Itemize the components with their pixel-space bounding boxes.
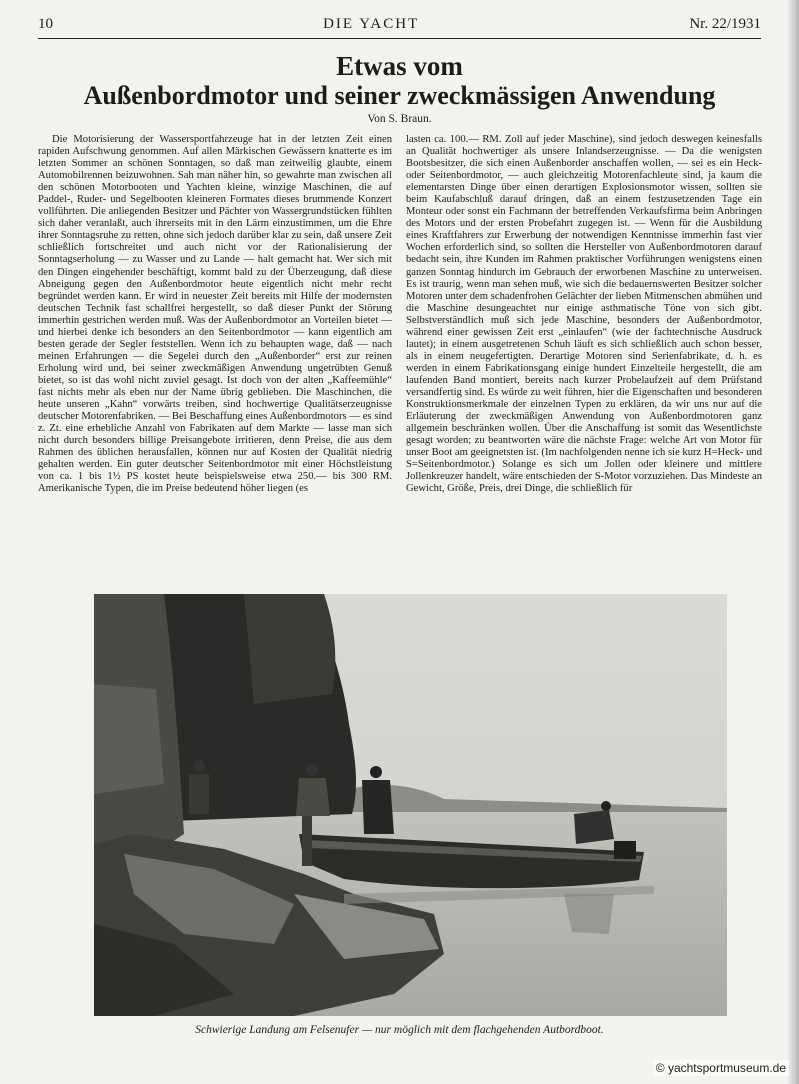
title-line-2: Außenbordmotor und seiner zweckmässigen Anwendung	[83, 81, 716, 110]
publication-name: DIE YACHT	[323, 16, 420, 32]
issue-number: Nr. 22/1931	[689, 16, 761, 32]
left-column-text: Die Motorisierung der Wassersportfahrzeuge hat in der letzten Zeit einen rapiden Aufschwung genommen. Auf allen Märkischen Gewässern knatterte es im letzten Sommer an schönen Sonntagen, so daß man zeitweilig glaubte, einem Automobilrennen beizuwohnen. Sah man näher hin, so gewahrte man zwischen all den schönen Motorbooten und Yachten kleine, winzige Maschinen, die auf Paddel-, Ruder- und Segelbooten kleineren Formates dieses brummende Konzert vollführten. Die anliegenden Besitzer und Pächter von Wassergrundstücken fühlten sich daher veranlaßt, auch ihrerseits mit in den Lärm einzustimmen, um die Ehre ihrer Sonntagsruhe zu retten, ohne sich jedoch darüber klar zu sein, daß unsere Zeit schließlich fortschreitet und auch nicht vor der Rationalisierung der Sonntagserholung — zu Wasser und zu Lande — halt gemacht hat. Wer sich mit den Dingen eingehender beschäftigt, kommt bald zu der Überzeugung, daß diese Abneigung gegen den Außenbordmotor heute eigentlich nicht mehr recht begründet werden kann. Er wird in neuester Zeit bereits mit Hilfe der modernsten deutschen Technik fast schallfrei hergestellt, so daß dieser Punkt der Störung immerhin gestrichen werden muß. Was der Außenbordmotor an Vorteilen bietet — und hierbei denke ich besonders an den Seitenbordmotor — kann eigentlich am besten gerade der Segler feststellen. Wenn ich zu behaupten wage, daß — nach meinen Erfahrungen — die Segelei durch den „Außenborder“ erst zur reinen Erholung wird und, bei seiner zweckmäßigen Anwendung ungetrübten Genuß bietet, so ist das wohl nicht zuviel gesagt. Ist doch von der alten „Kaffeemühle“ fast nichts mehr als eben nur der Name übrig geblieben. Die Maschinchen, die heute unseren „Kahn“ vorwärts treiben, sind hochwertige Qualitätserzeugnisse deutscher Motorenfabriken. — Bei Beschaffung eines Außenbordmotors — es sind z. Zt. eine erhebliche Anzahl von Fabrikaten auf dem Markte — lasse man sich nicht durch besonders billige Preisangebote irritieren, denn Preise, die aus dem Rahmen des üblichen herausfallen, können nur auf Kosten der Qualität niedrig gehalten werden. Ein guter deutscher Seitenbordmotor mit einer Höchstleistung von ca. 1 bis 1½ PS kostet heute beispielsweise etwa 250.— bis 300 RM. Amerikanische Typen, die im Preise bedeutend höher liegen (es	[38, 134, 392, 495]
page-number: 10	[38, 16, 53, 32]
photo-illustration	[94, 594, 727, 1016]
boat-landing-photo	[94, 594, 727, 1016]
left-column	[38, 134, 392, 581]
running-head	[38, 16, 761, 33]
right-column	[406, 134, 762, 581]
right-column-text: lasten ca. 100.— RM. Zoll auf jeder Maschine), sind jedoch deswegen keinesfalls an Qualität hochwertiger als unsere Inlandserzeugnisse. — Da die wenigsten Bootsbesitzer, die sich einen Außenborder anschaffen wollen, — sei es ein Heck- oder Seitenbordmotor, — auch gleichzeitig Motorenfachleute sind, ja kaum die elementarsten Dinge über einen derartigen Explosionsmotor wissen, sollten sie beim Kaufabschluß darauf dringen, daß an einem festzusetzenden Tage ein Monteur oder sonst ein Fachmann der betreffenden Verkaufsfirma beim Anbringen des Motors und der ersten Probefahrt zugegen ist. — Wenn für die Ausbildung eines Kraftfahrers zur Erwerbung der notwendigen Kenntnisse immerhin fast vier Wochen erforderlich sind, so sollten die Hersteller von Außenbordmotoren darauf bedacht sein, ihre Kunden im Rahmen praktischer Vorführungen wenigstens einen ganzen Sonntag hindurch im Gebrauch der erworbenen Maschine zu unterweisen. Es ist traurig, wenn man sehen muß, wie sich die bedauernswerten Besitzer solcher Motoren unter dem schadenfrohen Gelächter der lieben Mitmenschen abmühen und die Maschine desungeachtet nur einige asthmatische Töne von sich gibt. Selbstverständlich muß sich jede Maschine, besonders der Außenbordmotor, während einer gewissen Zeit erst „einlaufen“ (wie der fachtechnische Ausdruck lautet); in einem ausgetretenen Schuh läuft es sich schließlich auch schon besser, als in einem neugefertigten. Derartige Motoren sind Serienfabrikate, d. h. es werden in einem Fabrikationsgang einige hundert Einzelteile hergestellt, die am laufenden Band montiert, bereits nach kurzer Probelaufzeit auf dem Prüfstand versandfertig sind. Es würde zu weit führen, hier die Eigenschaften und besonderen Konstruktionsmerkmale der einzelnen Typen zu erklären, da wir uns nur auf die Erläuterung der zweckmäßigen Anwendung von Außenbordmotoren ganz allgemein beschränken wollen. Über die Anschaffung ist somit das Wesentlichste gesagt worden; zu beantworten wäre die nächste Frage: welche Art von Motor für unser Boot am geeignetsten ist. (Im nachfolgenden nenne ich sie kurz H=Heck- und S=Seitenbordmotor.) Solange es sich um Jollen oder kleinere und mittlere Jollenkreuzer handelt, wäre entschieden der S-Motor vorzuziehen. Das Mindeste an Gewicht, Größe, Preis, drei Dinge, die schließlich für	[406, 134, 762, 495]
byline: Von S. Braun.	[367, 113, 432, 125]
title-line-1: Etwas vom	[336, 51, 463, 81]
article-title	[38, 52, 761, 110]
header-rule	[38, 38, 761, 39]
page-edge-shadow	[787, 0, 799, 1084]
photo-caption: Schwierige Landung am Felsenufer — nur möglich mit dem flachgehenden Autbordboot.	[195, 1024, 604, 1036]
watermark: © yachtsportmuseum.de	[653, 1060, 789, 1076]
